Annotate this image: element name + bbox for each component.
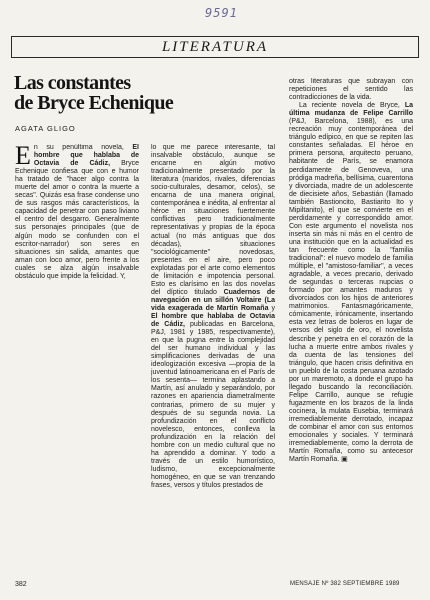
- text-run: n su penúltima novela,: [33, 144, 133, 151]
- paragraph: [289, 102, 413, 464]
- section-banner: [11, 36, 419, 58]
- book-title: La última mudanza de Felipe Carrillo: [289, 102, 413, 118]
- book-title: Cuadernos de navegación en un sillón Voltaire (La vida exagerada de Martín Romaña: [151, 288, 275, 312]
- paragraph: [15, 144, 139, 281]
- issue-footer: MENSAJE Nº 382 SEPTIEMBRE 1989: [290, 581, 400, 587]
- title-line-2: de Bryce Echenique: [14, 92, 174, 114]
- article-title: [14, 73, 284, 113]
- book-title: El hombre que hablaba de Octavia de Cádiz,: [33, 144, 139, 168]
- column-2: [151, 144, 275, 580]
- book-title: El hombre que hablaba de Octavia de Cádiz,: [151, 312, 275, 329]
- column-1: [15, 144, 139, 580]
- page-number: 382: [15, 581, 27, 588]
- paragraph: [151, 144, 275, 490]
- text-run: y: [268, 304, 275, 312]
- text-run: publicadas en Barcelona, P&J, 1981 y 1985, respectivamente), en que la pugna entre la complejidad del ser humano individual y las simplificaciones derivadas de una ideologización excesiva —propia de la juventud latinoamericana en el París de los sesenta— termina aplastando a Martín, así anulado y separándolo, por razones en apariencia diametralmente contrarias, primero de su mujer y después de su segunda novia. La profundización en el conflicto novelesco, entonces, conlleva la profundización en la relación del hombre con un medio cultural que no ha aprendido a dominar. Y todo a través de un estilo humorístico, ludismo, excepcionalmente homogéneo, en que se van trenzando frases, versos y títulos prestados de: [151, 321, 275, 489]
- text-run: La reciente novela de Bryce,: [299, 102, 405, 110]
- text-run: (P&J, Barcelona, 1988), es una recreación muy contemporánea del triángulo edípico, en que se repiten las constantes señaladas. El héroe en primera persona, arquitecto peruano, habitante de París, se enamora perdidamente de Genoveva, una pródiga madreña, bellísima, cuarentona y divorciada, madre de un adolescente de diecisiete años, Sebastián (llamado también Bastioncito, Bastiarito Ito y Mipiltanito), el que se convierte en el perdidamente y correspondido amor. Con este argumento el novelista nos inserta sin más ni más en el centro de una institución que en la actualidad es tan frecuente como la "familia tradicional": el nuevo modelo de familia múltiple, el "amistoso-familiar", a veces agradable, a veces precario, derivado de segundas o terceras nupcias o formado por amantes maduros y divorciados con los hijos de anteriores matrimonios. Fantasmagóricamente, cómicamente, irónicamente, insertando esta vez letras de boleros en lugar de versos del siglo de oro, el novelista describe y penetra en el corazón de la lucha a muerte entre ambos rivales y da cuenta de las tensiones del triángulo, que hacen crisis definitiva en un pueblo de la costa peruana azotado por un maremoto, a donde el grupo ha llegado buscando la reconciliación. Felipe Carrillo, aunque se refugie fugazmente en los brazos de la linda cocinera, la mulata Eusebia, terminará irremediablemente derrotado, incapaz de combinar el amor con sus entornos emocionales y sociales. Y terminará irremediablemente, como la derrota de Martín Romaña, como su antecesor Martín Romaña. ▣: [289, 118, 413, 464]
- column-3: [289, 78, 413, 578]
- drop-cap: E: [15, 144, 31, 170]
- text-run: lo que me parece interesante, tal insalvable obstáculo, aunque se encarne en algún motivo tradicionalmente presentado por la literatura (maridos, rivales, diferencias socio-culturales, desamor, celos), se encarna de una manera original, contemporánea e inédita, al enfrentar al héroe en situaciones fuertemente conflictivas pero tradicionalmente representativas y propias de la época actual (no más antiguas que dos décadas), situaciones "sociológicamente" novedosas, presentes en el aire, pero poco explotadas por el arte como elementos de limitación e impotencia personal. Esto es clarísimo en las dos novelas del díptico titulado: [151, 144, 275, 296]
- section-label: LITERATURA: [161, 38, 269, 55]
- text-run: Bryce Echenique confiesa que con e humor ha tratado de "hacer algo contra la muerte del amor o contra la muerte a secas". Quizás esa frase condense uno de sus rasgos más característicos, la capacidad de penetrar con paso liviano el centro del desgarro. Generalmente sus personajes principales (que de algún modo se confunden con el escritor-narrador) son seres en situaciones sin salida, amantes que aman con loco amor, pero frente a los cuales se alza algún insalvable obstáculo que impide la felicidad. Y,: [15, 160, 139, 280]
- handwritten-note: 9591: [205, 6, 238, 20]
- paragraph: otras literaturas que subrayan con repeticiones el sentido las contradicciones de la vida.: [289, 78, 413, 102]
- title-line-1: Las constantes: [14, 72, 131, 94]
- author-byline: AGATA GLIGO: [15, 124, 76, 133]
